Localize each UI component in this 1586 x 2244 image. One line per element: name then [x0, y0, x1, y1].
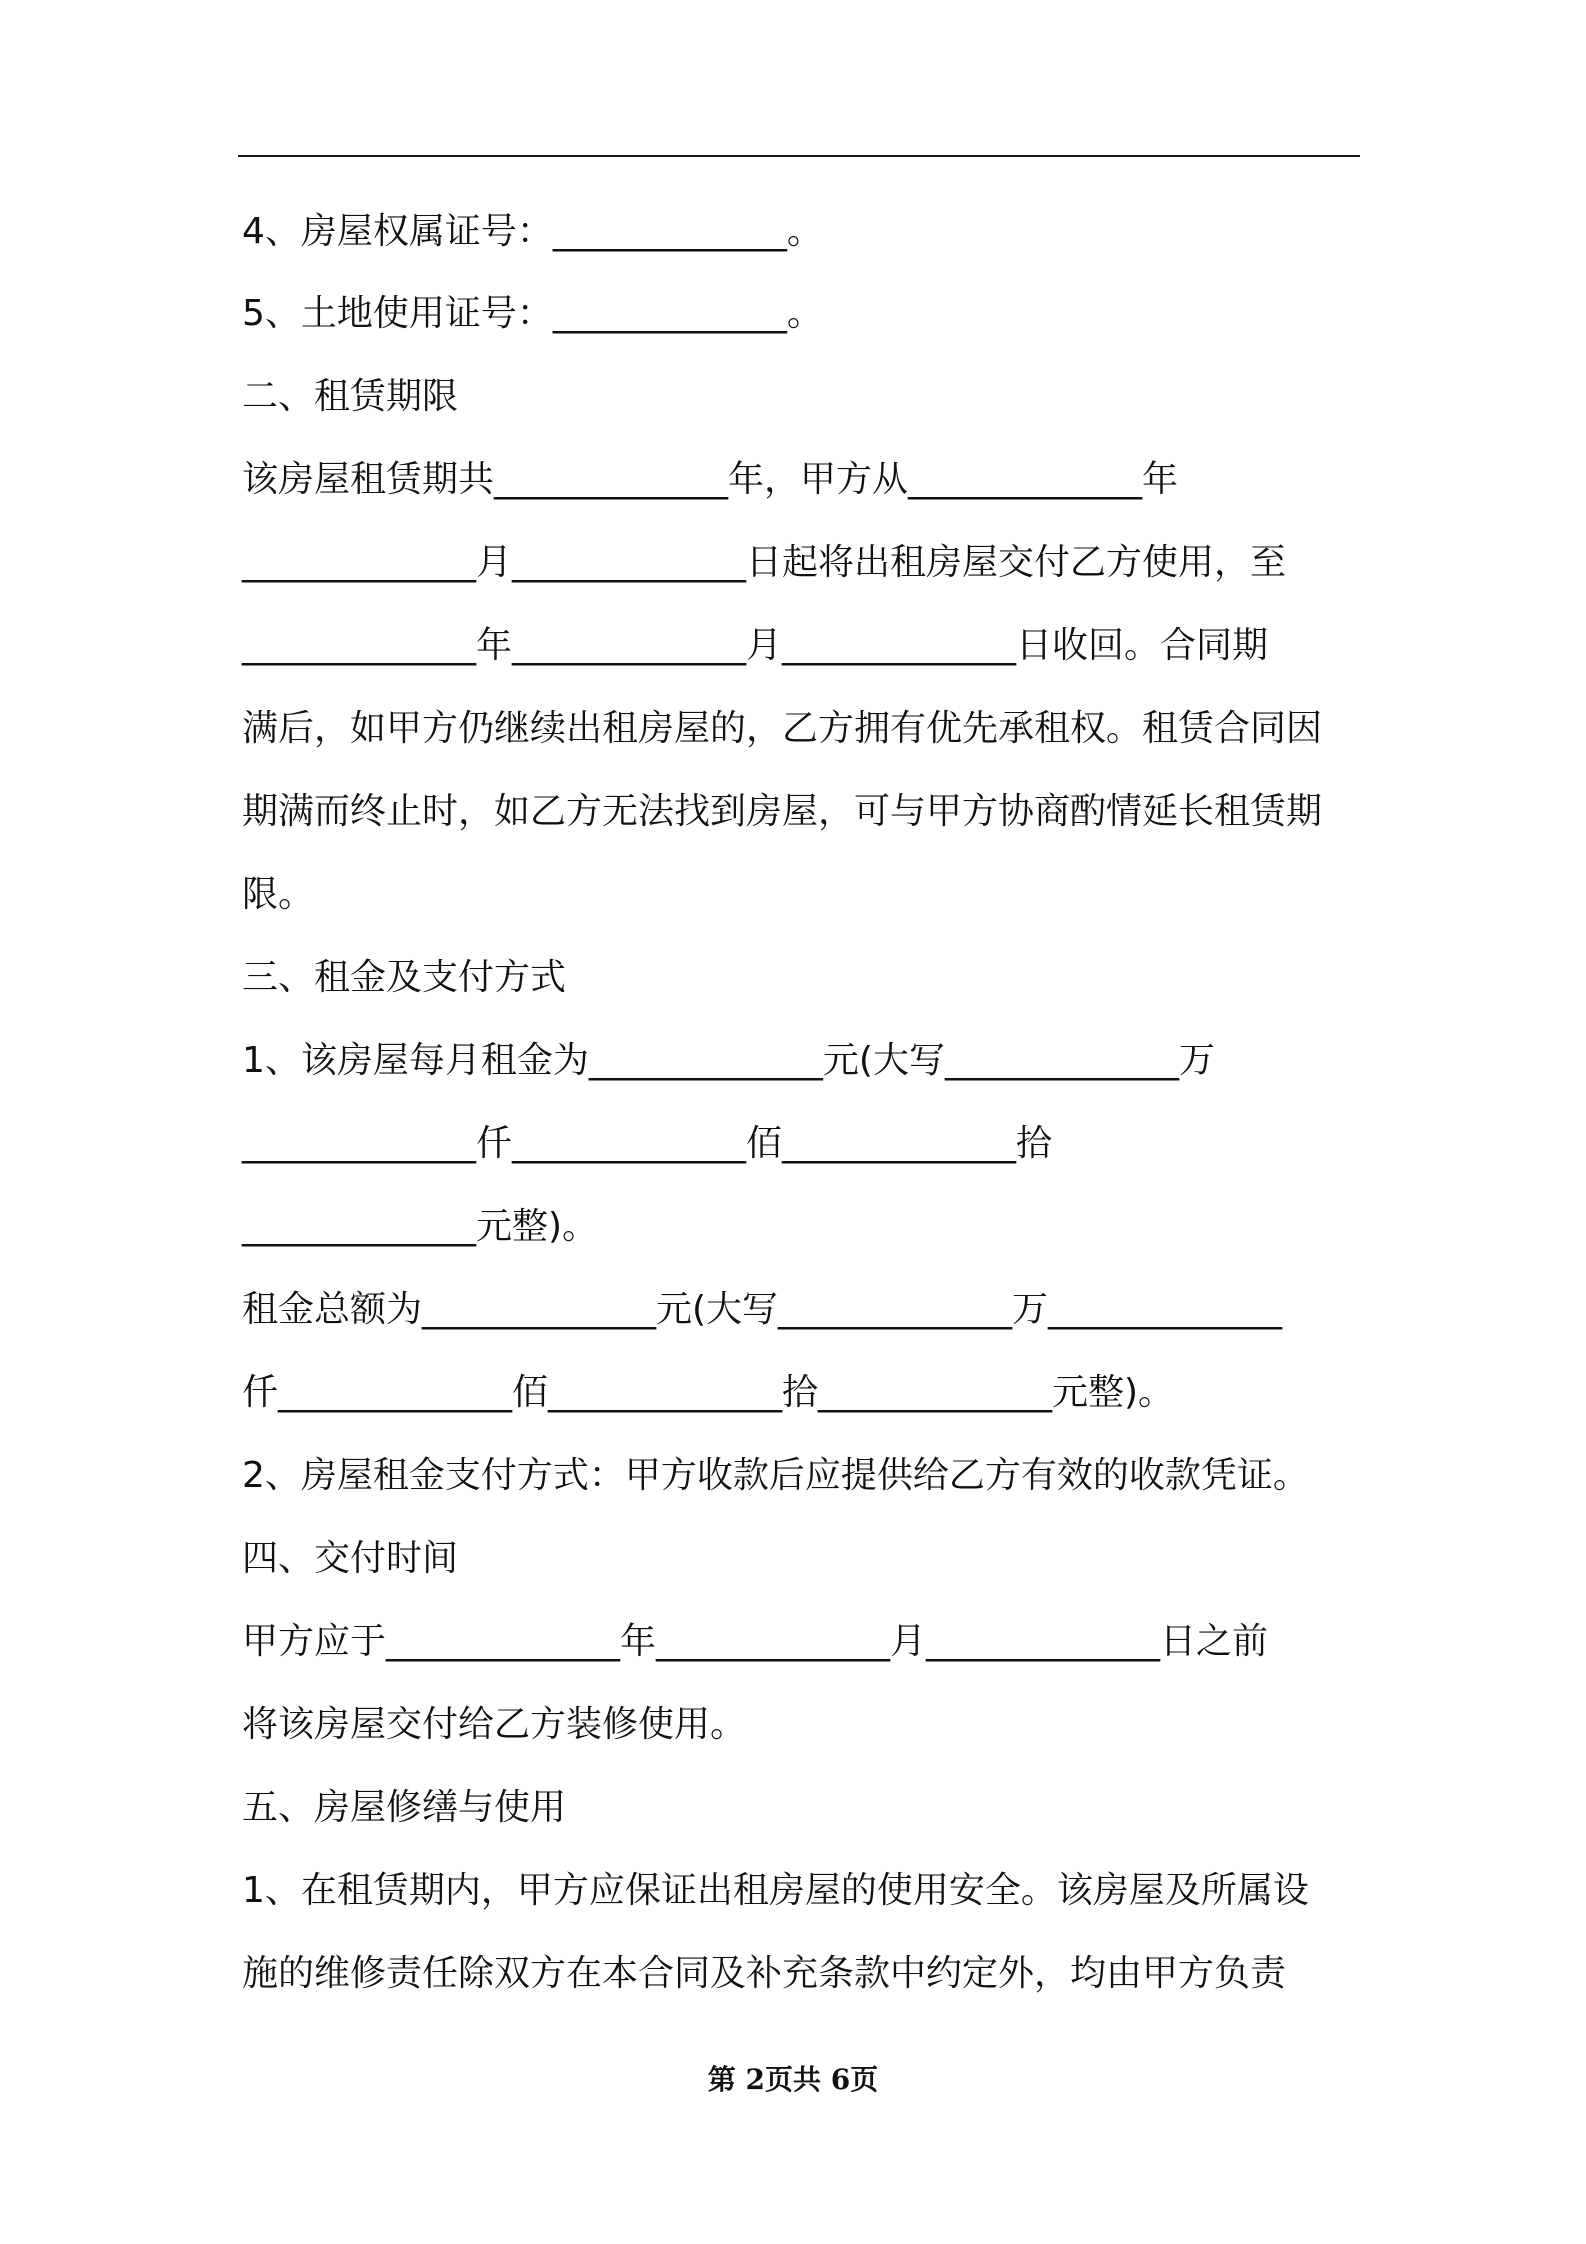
lease-term-line-1: 该房屋租赁期共_____________年，甲方从_____________年 — [242, 459, 1179, 500]
header-divider — [238, 155, 1360, 157]
monthly-rent-line-2: _____________仟_____________佰_____________拾 — [242, 1123, 1052, 1164]
clause-land-cert: 5、土地使用证号：_____________。 — [242, 293, 823, 334]
payment-method-clause: 2、房屋租金支付方式：甲方收款后应提供给乙方有效的收款凭证。 — [242, 1455, 1309, 1496]
section-heading-rent: 三、租金及支付方式 — [242, 957, 567, 998]
clause-property-cert: 4、房屋权属证号：_____________。 — [242, 211, 823, 252]
lease-term-line-6: 限。 — [242, 874, 315, 915]
delivery-line-1: 甲方应于_____________年_____________月_____________日之前 — [242, 1621, 1269, 1662]
lease-term-line-5: 期满而终止时，如乙方无法找到房屋，可与甲方协商酌情延长租赁期 — [242, 791, 1323, 832]
lease-term-line-2: _____________月_____________日起将出租房屋交付乙方使用，至 — [242, 542, 1287, 583]
page-number: 第 2页共 6页 — [707, 2063, 879, 2096]
section-heading-delivery: 四、交付时间 — [242, 1538, 459, 1579]
total-rent-line-2: 仟_____________佰_____________拾_____________元整)。 — [242, 1372, 1175, 1413]
repair-line-2: 施的维修责任除双方在本合同及补充条款中约定外，均由甲方负责 — [242, 1953, 1287, 1994]
monthly-rent-line-1: 1、该房屋每月租金为_____________元(大写_____________万 — [242, 1040, 1215, 1081]
delivery-line-2: 将该房屋交付给乙方装修使用。 — [242, 1704, 747, 1745]
total-rent-line-1: 租金总额为_____________元(大写_____________万_____________ — [242, 1289, 1283, 1330]
repair-line-1: 1、在租赁期内，甲方应保证出租房屋的使用安全。该房屋及所属设 — [242, 1870, 1309, 1911]
section-heading-lease-term: 二、租赁期限 — [242, 376, 459, 417]
lease-term-line-3: _____________年_____________月_____________日收回。合同期 — [242, 625, 1269, 666]
section-heading-repair: 五、房屋修缮与使用 — [242, 1787, 567, 1828]
monthly-rent-line-3: _____________元整)。 — [242, 1206, 599, 1247]
lease-term-line-4: 满后，如甲方仍继续出租房屋的，乙方拥有优先承租权。租赁合同因 — [242, 708, 1323, 749]
